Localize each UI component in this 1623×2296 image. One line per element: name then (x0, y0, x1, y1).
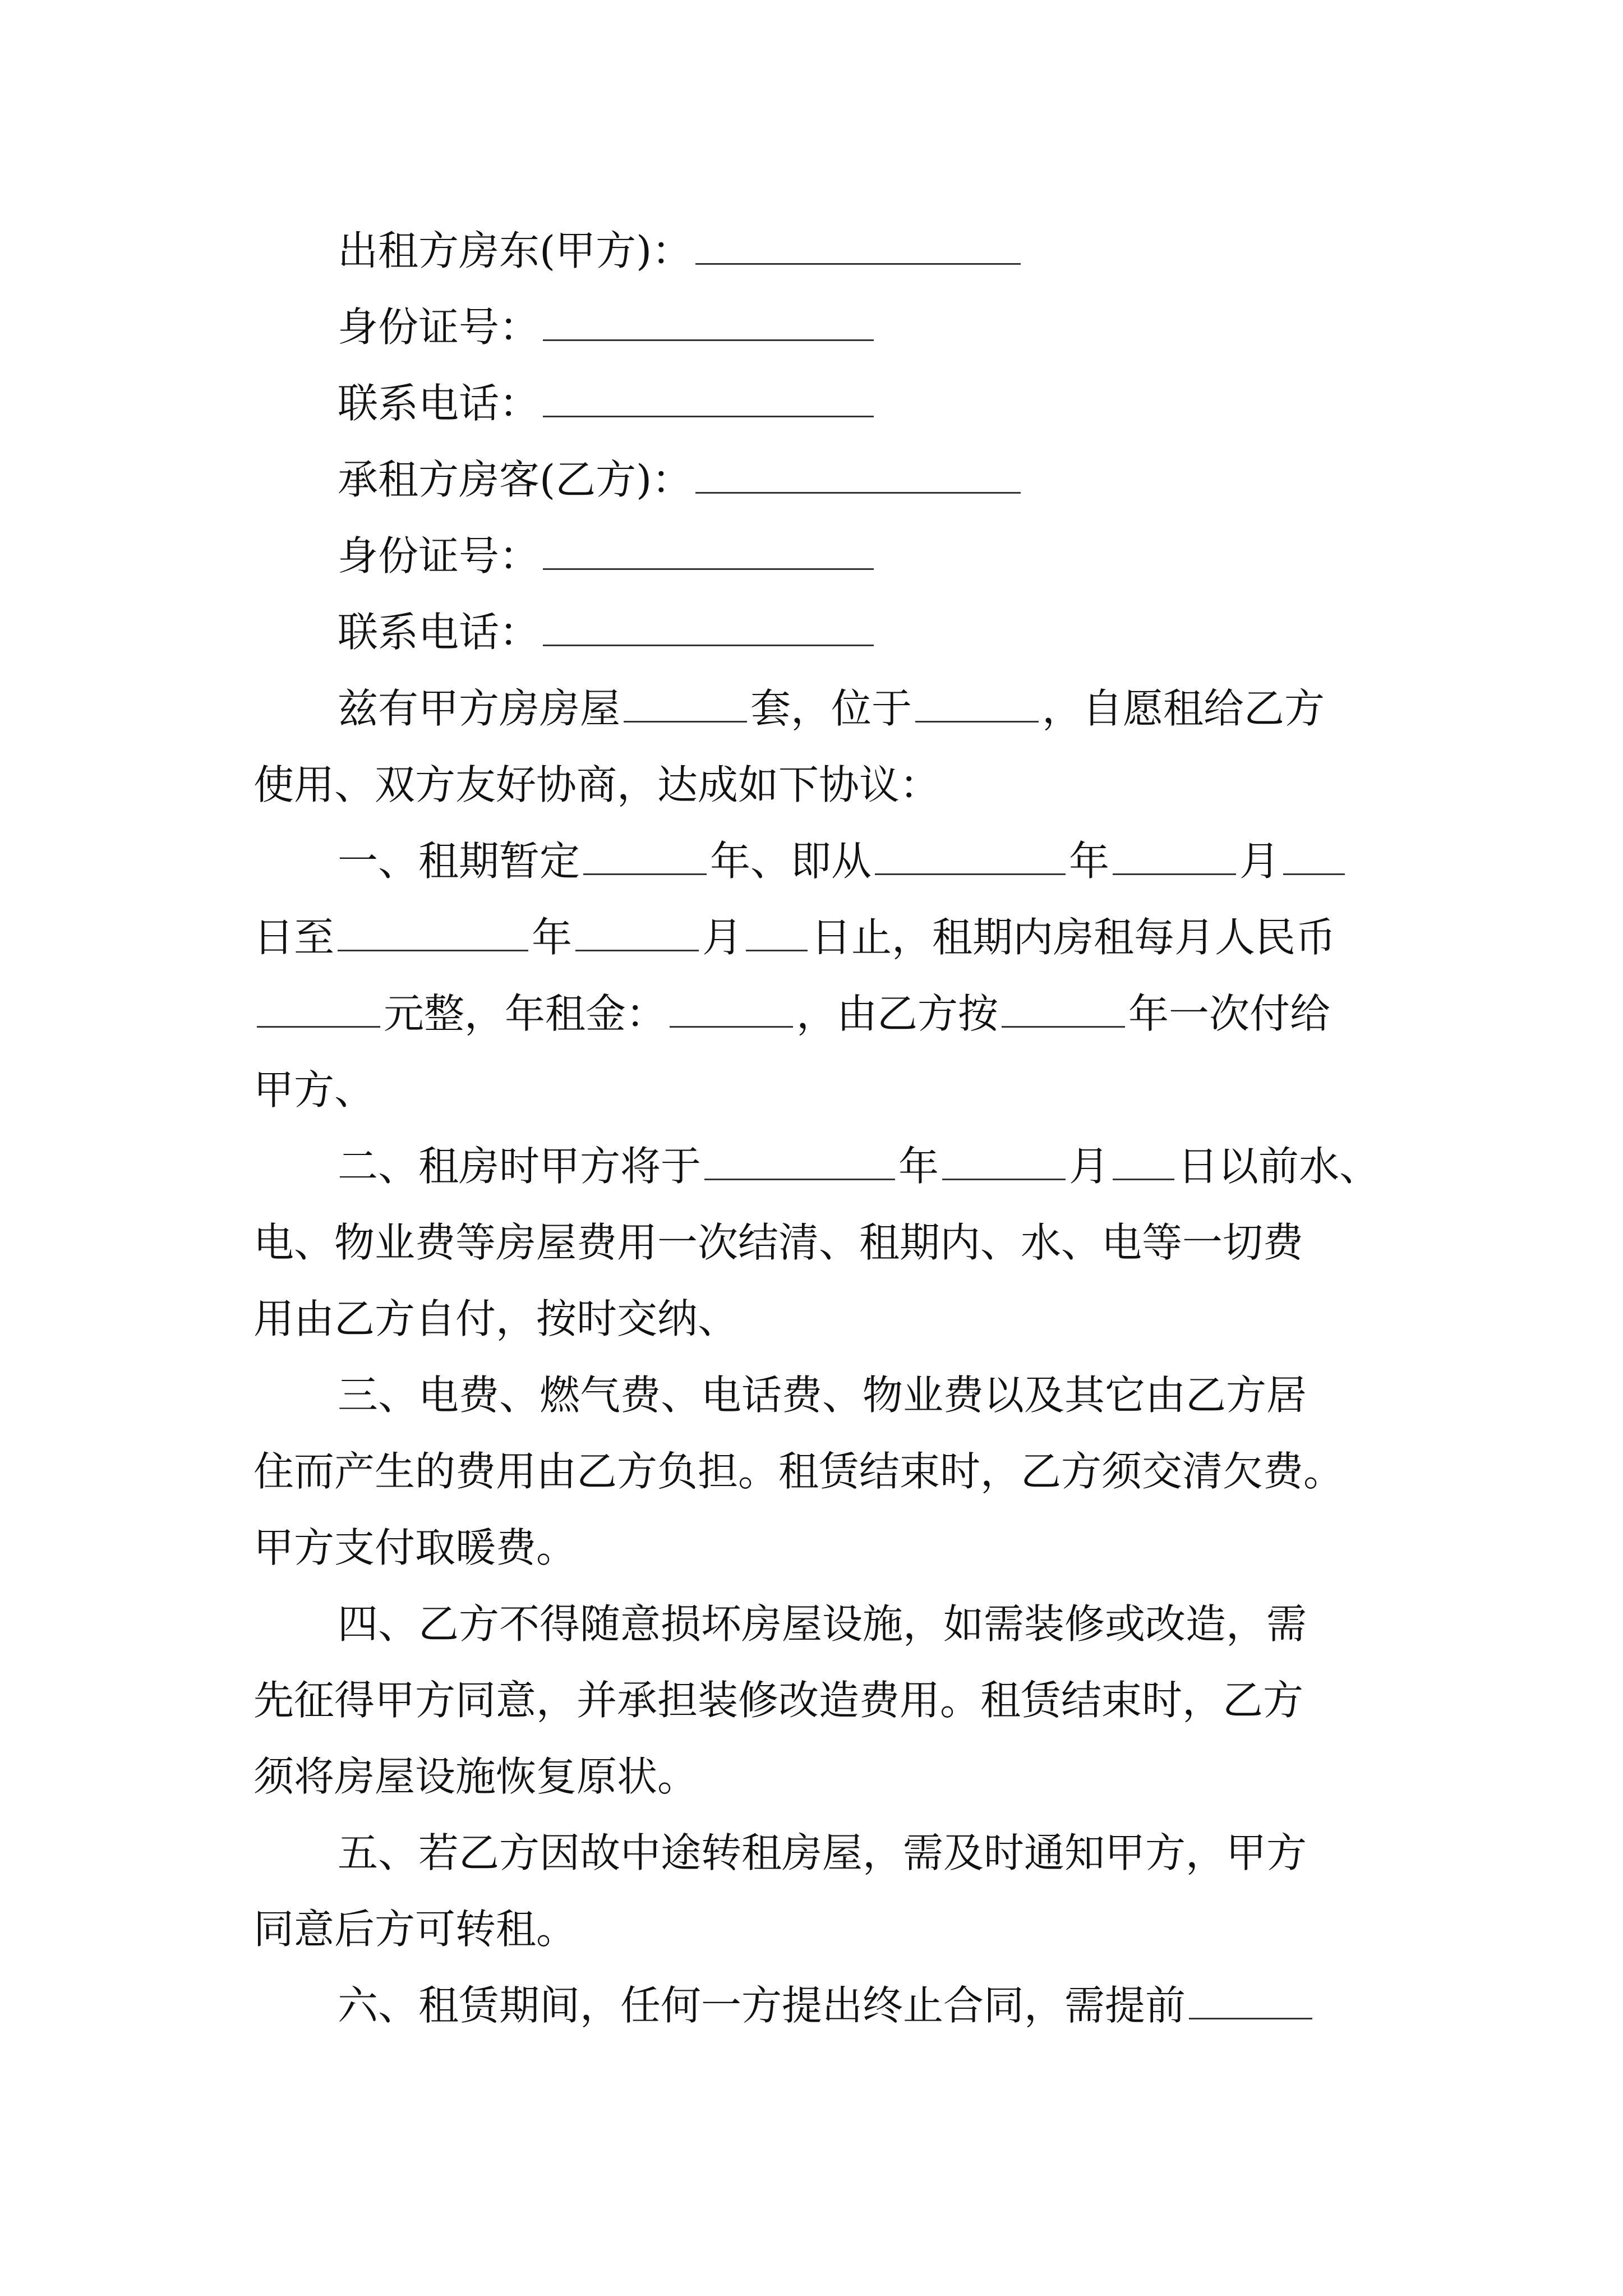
clause3-line-3 (0, 1517, 1623, 1579)
settle-year-blank[interactable] (704, 1139, 895, 1180)
end-day-blank[interactable] (746, 910, 808, 951)
clause2-text-d: 日以前水、 (1178, 1143, 1380, 1190)
settle-month-blank[interactable] (942, 1139, 1066, 1180)
clause1-line-2 (0, 907, 1623, 968)
tenant-blank[interactable] (695, 453, 1021, 494)
notice-period-blank[interactable] (1189, 1978, 1312, 2019)
clause5-line-2 (0, 1898, 1623, 1960)
clause1-text-f: 年 (532, 914, 573, 961)
tenant-id-line (0, 525, 1623, 587)
intro-text-c: ，自愿租给乙方 (1042, 685, 1325, 732)
clause4-line-3 (0, 1746, 1623, 1807)
tenant-phone-blank[interactable] (543, 605, 874, 646)
clause1-text-l: 甲方、 (253, 1066, 375, 1114)
clause5-line-1 (0, 1822, 1623, 1884)
clause1-text-a: 一、租期暂定 (338, 838, 580, 885)
landlord-label: 出租方房东(甲方)： (338, 227, 693, 274)
intro-text-b: 套，位于 (750, 685, 912, 732)
clause1-line-3 (0, 983, 1623, 1045)
clause1-text-b: 年、即从 (710, 838, 872, 885)
clause1-text-d: 月 (1239, 838, 1280, 885)
end-month-blank[interactable] (575, 910, 699, 951)
clause6-text-1: 六、租赁期间，任何一方提出终止合同，需提前 (338, 1982, 1186, 2029)
clause1-line-4 (0, 1059, 1623, 1121)
clause2-text-b: 年 (898, 1143, 939, 1190)
landlord-id-label: 身份证号： (338, 303, 540, 351)
landlord-phone-blank[interactable] (543, 376, 874, 417)
clause1-text-h: 日止，租期内房租每月人民币 (811, 914, 1336, 961)
clause1-text-i: 元整，年租金： (384, 990, 667, 1037)
clause4-line-1 (0, 1593, 1623, 1655)
location-blank[interactable] (915, 682, 1039, 723)
tenant-id-label: 身份证号： (338, 532, 540, 579)
tenant-line (0, 449, 1623, 510)
start-day-blank[interactable] (1283, 834, 1345, 875)
house-count-blank[interactable] (624, 682, 747, 723)
term-years-blank[interactable] (583, 834, 707, 875)
clause2-line-2 (0, 1212, 1623, 1273)
clause1-text-j: ，由乙方按 (796, 990, 999, 1037)
clause3-text-3: 甲方支付取暖费。 (253, 1524, 577, 1571)
clause3-line-2 (0, 1441, 1623, 1502)
clause1-text-k: 年一次付给 (1128, 990, 1331, 1037)
landlord-line (0, 220, 1623, 282)
annual-rent-blank[interactable] (670, 987, 793, 1028)
clause1-text-e: 日至 (253, 914, 335, 961)
clause2-line-3 (0, 1288, 1623, 1350)
landlord-blank[interactable] (695, 224, 1021, 265)
clause1-text-g: 月 (702, 914, 743, 961)
intro-line-2 (0, 754, 1623, 816)
clause4-text-1: 四、乙方不得随意损坏房屋设施，如需装修或改造，需 (338, 1600, 1307, 1648)
clause6-line-1 (0, 1975, 1623, 2036)
clause3-line-1 (0, 1364, 1623, 1426)
clause3-text-1: 三、电费、燃气费、电话费、物业费以及其它由乙方居 (338, 1372, 1307, 1419)
end-year-blank[interactable] (338, 910, 528, 951)
landlord-phone-label: 联系电话： (338, 380, 540, 427)
intro-text-a: 兹有甲方房房屋 (338, 685, 621, 732)
clause3-text-2: 住而产生的费用由乙方负担。租赁结束时，乙方须交清欠费。 (253, 1448, 1344, 1495)
clause1-text-c: 年 (1069, 838, 1110, 885)
clause5-text-2: 同意后方可转租。 (253, 1906, 577, 1953)
clause2-line-1 (0, 1135, 1623, 1197)
intro-text-2: 使用、双方友好协商，达成如下协议： (253, 761, 940, 808)
settle-day-blank[interactable] (1113, 1139, 1174, 1180)
monthly-rent-blank[interactable] (257, 987, 380, 1028)
clause1-line-1 (0, 830, 1623, 892)
start-year-blank[interactable] (875, 834, 1066, 875)
clause2-text-2: 电、物业费等房屋费用一次结清、租期内、水、电等一切费 (253, 1219, 1304, 1266)
tenant-phone-line (0, 601, 1623, 663)
clause2-text-c: 月 (1069, 1143, 1110, 1190)
clause2-text-3: 用由乙方自付，按时交纳、 (253, 1295, 739, 1342)
clause2-text-a: 二、租房时甲方将于 (338, 1143, 702, 1190)
clause4-line-2 (0, 1669, 1623, 1731)
landlord-id-line (0, 296, 1623, 358)
landlord-phone-line (0, 372, 1623, 434)
clause4-text-2: 先征得甲方同意，并承担装修改造费用。租赁结束时，乙方 (253, 1677, 1304, 1724)
clause5-text-1: 五、若乙方因故中途转租房屋，需及时通知甲方，甲方 (338, 1829, 1307, 1876)
clause4-text-3: 须将房屋设施恢复原状。 (253, 1753, 698, 1800)
tenant-label: 承租方房客(乙方)： (338, 456, 693, 503)
landlord-id-blank[interactable] (543, 300, 874, 341)
start-month-blank[interactable] (1113, 834, 1236, 875)
tenant-id-blank[interactable] (543, 529, 874, 570)
tenant-phone-label: 联系电话： (338, 609, 540, 656)
payment-period-blank[interactable] (1002, 987, 1125, 1028)
intro-line-1 (0, 678, 1623, 739)
